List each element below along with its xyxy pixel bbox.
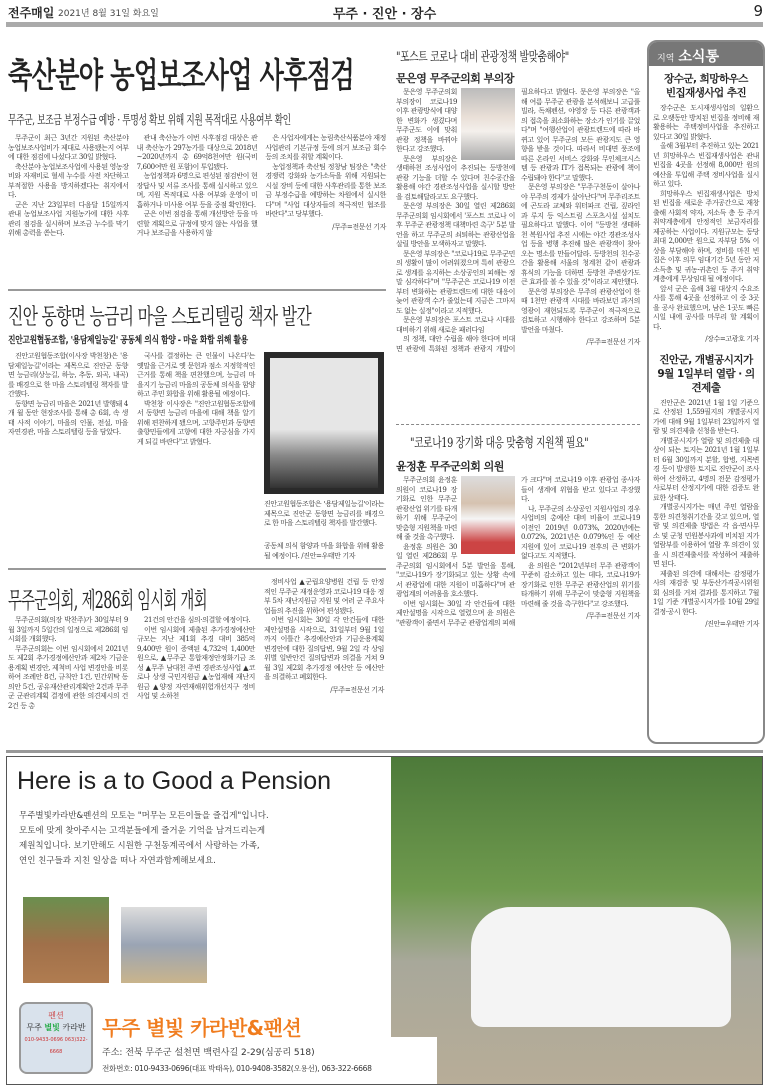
article2-headline: 진안 동향면 능금리 마을 스토리텔링 책자 발간 — [8, 305, 311, 330]
article3-headline: 무주군의회, 제286회 임시회 개회 — [8, 588, 207, 614]
label: 지역 — [657, 54, 675, 64]
paragraph: 문은영 부의장은 "무주구천동이 살아나야 무주의 경제가 살아난다"며 무주리조트에 곤도라 교체와 워터파크 건립, 짚라인과 루지 등 익스트림 스포츠시설 설치도 필요하다고 말했다. 이어 "등방천 생태하천 복원사업 추진 시에는 야간 경관조성사업 등을 병행 추진해 많은 관광객이 찾아오는 명소를 만들어달라. 등방천의 친수공간을 활용해 서울의 청계천 같이 관광과 휴식의 기능을 더하면 등방천 주변상가도 큰 효과를 볼 수 있을 것"이라고 제안했다. — [521, 183, 640, 286]
news-item-body: 진안군은 2021년 1월 1일 기준으로 산정된 1,559필지의 개별공시지가에 대해 9월 1일부터 23일까지 열람 및 의견제출 신청을 받는다. 개별공시지가 열람 및 의견제출 대상이 되는 토지는 2021년 1월 1일부터 6월 30일까지 분할, 합병, 지목변경 등이 발생한 토지로 진안군이 조사하여 산정하고, 4명의 전문 감정평가사로부터 산정지가에 대한 검증도 완료한 상태다. 개별공시지가는 매년 주민 열람을 통한 의견청취기간을 갖고 있으며, 열람 및 의견제출 방법은 각 읍·면사무소 및 군청 민원봉사과에 비치된 지가열람부를 이용하여 열람 후 의견이 있을 시 의견제출서를 작성하여 제출하면 된다. 제출된 의견에 대해서는 감정평가사의 재검증 및 부동산가격공시위원회 심의를 거쳐 결과를 통지하고 7월 1일 기준 개별공시지가를 10월 29일 결정·공시 한다. /진안=우태만 기자 — [653, 398, 759, 628]
ad-title: Here is a to Good a Pension — [17, 767, 332, 795]
book-cover-photo — [264, 352, 384, 494]
paragraph: 은 사업자에게는 농림축산식품분야 재정사업관리 기본규정 등에 의거 보조금 회수 등의 조치를 취할 계획이다. — [265, 134, 386, 161]
byline: /진안=우태만 기자 — [301, 551, 356, 560]
newspaper-logo: 전주매일 — [8, 6, 55, 20]
article2-col3 — [264, 542, 384, 561]
paragraph: 나, 무주군의 소상공인 지원사업의 경우 사업비의 총예산 대비 비율이 코로나19 이전인 2019년 0.073%, 2020년에는 0.072%, 2021년은 0.079%인 등 예산 지원에 있어 코로나19 전후의 큰 변화가 없다고도 지적했다. — [521, 504, 640, 560]
news-item-body: 장수군은 도시재생사업의 일환으로 오랫동안 방치된 빈집을 정비해 재활용하는 주택정비사업을 추진하고 있다고 30일 밝혔다. 올해 3월부터 추진하고 있는 2021년 희망하우스 빈집재생사업은 관내 빈집을 4곳을 선정해 8,000만 원의 예산을 투입해 주택 정비사업을 실시하고 있다. 희망하우스 빈집재생사업은 방치된 빈집을 새로운 주거공간으로 재창출해 사회적 약자, 저소득 층 등 주거 취약계층에게 안정적인 보금자리를 제공하는 사업이다. 지원규모는 동당 최대 2,000만 원으로 자부담 5% 이상을 부담해야 하며, 정비를 마친 빈집은 이후 의무 임대기간 5년 동안 저소득층 및 귀농·귀촌인 등 주거 취약계층에게 무상임대 될 예정이다. 앞서 군은 올해 3월 대상지 수요조사를 통해 4곳을 선정하고 이 중 3곳을 공사 완료했으며, 남은 1곳도 빠른 시일 내에 공사를 마무리 할 계획이다. /장수=고광호 기자 — [653, 104, 759, 343]
byline: /장수=고광호 기자 — [705, 335, 759, 343]
oped1-body — [396, 88, 640, 354]
oped1-lead: 문은영 무주군의회 부의장이 코로나19 이후 관광방식에 대양한 변화가 생겼다며 무주군도 이에 맞춰 관광 정책을 바꿔야 한다고 강조했다. — [396, 88, 457, 153]
paragraph: 윤정훈 의원은 30일 열린 제286회 무주군의회 임시회에서 5분 발언을 통해, "코로나19가 장기화되고 있는 상황 속에서 관광업에 대한 지원이 미흡하다"며 관광업계의 어려움을 호소했다. — [396, 542, 515, 598]
oped1-title: "포스트 코로나 대비 관광정책 발맞춤해야" — [396, 50, 569, 65]
pension-advertisement — [6, 756, 763, 1085]
oped2-title: "코로나19 장기화 대응 맞춤형 지원책 필요" — [410, 436, 589, 451]
paragraph: 축산분야 농업보조사업에 사용된 영농장비와 자재비로 혈세 누수를 사전 차단하고 부적절한 사용을 방지하겠다는 취지에서다. — [8, 162, 129, 199]
pension-name: 무주 별빛 카라반&팬션 — [102, 1016, 302, 1040]
paragraph: 무주군의회(의장 박찬주)가 30일부터 9월 3일까지 5일간의 일정으로 제286회 임시회를 개회했다. — [8, 616, 128, 643]
divider — [6, 750, 763, 753]
article3-col1 — [8, 616, 128, 711]
paragraph: 군은 지난 23일부터 다음달 15일까지 관내 농업보조사업 지원농가에 대한 사후관리 점검을 실시하며 보조금 누수를 막기 위해 총력을 쏟는다. — [8, 200, 129, 237]
byline: /진안=우태만 기자 — [705, 620, 759, 628]
local-news-box — [647, 40, 765, 744]
article3-col3 — [264, 578, 384, 695]
paragraph: 국사를 결정하는 큰 인물이 나온다'는 옛말을 근거로 옛 문헌과 점소 지정학적인 근거를 통해 책을 편찬했으며, 능금리 마을지기 능금리 마을의 공동체 의식을 함양하고 주민 화합을 위해 활용될 예정이다. — [137, 352, 255, 398]
news-item-title: 장수군, 희망하우스 빈집재생사업 추진 — [664, 73, 748, 99]
issue-date: 2021년 8월 31일 화요일 — [58, 9, 159, 19]
photo-caption: 진안고원협동조합은 '용담제일능길'이라는 제목으로 진안군 동향면 능금리를 배경으로 한 마을 스토리텔링 책자를 발간했다. — [264, 500, 384, 527]
article1-headline: 축산분야 농업보조사업 사후점검 — [8, 56, 354, 96]
divider — [396, 424, 640, 425]
author-photo — [461, 476, 515, 554]
paragraph: 이번 임시회는 30일 각 안건들에 대한 제안설명을 시작으로, 31일부터 9월 1일까지 이틀간 추경예산안과 기금운용계획 변경안에 대한 질의답변, 9월 2일 각 상임위별 일반안건 질의답변과 의결을 거쳐 9월 3일 제2회 추가경정 예산안 등 예산안을 의결하고 폐회한다. — [264, 616, 384, 681]
news-item-title: 진안군, 개별공시지가 9월 1일부터 열람 · 의견제출 — [657, 353, 755, 394]
byline: /무주=전문선 기자 — [586, 338, 640, 346]
pension-phone: 전화번호: 010-9433-0696(대표 박태옥), 010-9408-3582(오용선), 063-322-6668 — [102, 1064, 372, 1073]
paragraph: 21건의 안건을 심의·의결할 예정이다. — [144, 616, 251, 624]
header-rule — [6, 22, 763, 27]
paragraph: 이번 임시회는 30일 각 안건들에 대한 제안설명을 시작으로 열렸으며 윤 의원은 "관광객이 줄면서 무주군 관광업계의 피해가 크다"며 코로나19 이후 관광업 종사자들이 생계에 위협을 받고 있다고 주장했다. — [396, 476, 640, 627]
article1-body — [8, 134, 386, 239]
room-photo — [121, 907, 207, 983]
paragraph: 농업정책과 축산팀 정창남 팀장은 "축산 경쟁력 강화와 농가소득을 위해 지원되는 시설 장비 등에 대한 사후관리를 통한 보조금 부정수급을 예방하는 차원에서 실시한다"며 "사업 대상자들의 적극적인 협조를 바란다"고 당부했다. — [265, 162, 386, 218]
oped2-lead: 무주군의회 윤정훈 의원이 코로나19 장기화로 인한 무주군 관광산업 위기를 타개하기 위해 무주군이 맞춤형 지원책을 마련해 줄 것을 촉구했다. — [396, 476, 457, 541]
oped2-author: 윤정훈 무주군의회 의원 — [396, 460, 504, 473]
byline: /무주=전문선 기자 — [332, 222, 386, 231]
paragraph: 의 정책, 대안 수립을 해야 한다며 비대면 관광에 특화된 정책과 관광지 개발이 필요하다고 밝혔다. 문은영 부의장은 "올해 여름 무주군 관광을 분석해보니 고급풀빌라, 독채펜션, 야영장 등 다른 관광객과의 접촉을 최소화하는 장소가 인기를 끌었다"며 "여행산업이 관광트렌드에 따라 바뀌고 있어 무주군의 모든 관광지도 큰 영향을 받을 것이다. 따라서 비대면 풍조에 따른 온라인 서비스 강화와 무인체크시스템 등 관광과 IT가 접목되는 관광에 책이 수립돼야 한다"고 말했다. — [396, 88, 640, 353]
page-number: 9 — [753, 2, 763, 20]
article2-subhead: 진안고원협동조합, '용담제일능길' 공동체 의식 함양 - 마을 화합 위해 활용 — [8, 335, 248, 346]
paragraph: 문은영 부의장은 무주의 관광산업이 한 때 1천만 관광객 시대를 바라보던 과거의 영광이 재현되도록 무주군이 적극적으로 검토하고 시행해야 한다고 강조하며 5분 발언을 마쳤다. — [521, 287, 640, 334]
article2-col1 — [8, 352, 128, 438]
paragraph: 무주군의회는 이번 임시회에서 2021년도 제2회 추가경정예산안과 제2차 기금운용계획 변경안, 제척비 사업 변경안을 비롯하여 조례안 8건, 규칙안 1건, 민간위탁 동의안 5건, 공유재산관리계획안 2건과 무주군 군관리계획 결정에 관한 의견제시의 건 2건 등 총 — [8, 644, 128, 710]
paragraph: 이번 임시회에 제출된 추가경정예산안 규모는 지난 제1회 추경 대비 385억 9,400만 원이 증액된 4,732억 1,400만 원으로, ▲무주군 통합재정안정화기금 조성 ▲무주 남대천 주변 경관조성사업 ▲코로나 상생 국민지원금 ▲농업재해 재난지원금 ▲양정 자연재해위험개선지구 정비사업 및 소하천 — [137, 625, 255, 700]
caravan — [471, 907, 731, 1027]
byline: /무주=전문선 기자 — [586, 612, 640, 620]
paragraph: 문은영 부의장은 생태하천 조성사업이 추진되는 등방천에 관광 기능을 더할 수 있다며 친수공간을 활용해 야간 경관조성사업을 실시할 방안을 검토해달라고도 요구했다. — [396, 154, 515, 201]
paragraph: 박천창 이사장은 "진안고원협동조합에서 동향면 능금리 마을에 대해 책을 알기 위해 편찬하게 됐으며, 고향주민과 동향면 출향민들에게 고향에 대한 자긍심을 가지게 되길 바란다"고 밝혔다. — [137, 399, 255, 446]
local-news-header — [649, 42, 763, 66]
caravan-photo — [391, 757, 763, 1085]
paragraph: 농업정책과 6명으로 편성된 점검반이 현장답사 및 서류 조사를 통해 실시하고 있으며, 지원 목적대로 사용 여부와 운영이 미흡하거나 미사용 여부 등을 중점 확인한다. — [136, 172, 258, 209]
divider — [8, 568, 386, 570]
pension-address: 주소: 전북 무주군 설천면 백련사길 2-29(심공리 518) — [102, 1048, 315, 1058]
paragraph: 공동체 의식 함양과 마을 화합을 위해 활용될 예정이다. — [264, 542, 384, 560]
paragraph: 무주군이 최근 3년간 지원된 축산분야 농업보조사업비가 제대로 사용됐는지 여부에 대한 점검에 나섰다고 30일 밝혔다. — [8, 134, 129, 161]
section-title: 무주 · 진안 · 장수 — [332, 7, 437, 22]
paragraph: 정비사업 ▲군립요양병원 건립 등 안정적인 무주군 재정운영과 코로나19 대응 정부 5차 재난지원금 지원 및 여러 군 주요사업들의 추진을 위하여 편성됐다. — [264, 578, 384, 615]
ad-description: 무주별빛카라반&펜션의 모토는 "머무는 모든이들을 즐겁게"입니다. 모토에 맞게 찾아주시는 고객분들에게 즐거운 기억을 남겨드리는게 제원칙입니다. 보기만해도 시원한 구천동계곡에서 사랑하는 가족, 연인 친구들과 지친 일상을 떠나 자연과함께해보세요. — [19, 811, 269, 866]
oped2-body — [396, 476, 640, 628]
article3-col2 — [137, 616, 255, 702]
paragraph: 동향면 능금리 마을은 2021년 발행돼 4개 월 동안 현장조사를 통해 총 6회, 속 생태 사적 이야기, 마을의 인물, 전설, 마을 자연경관, 마을 스토리텔링 등을 담았다. — [8, 399, 128, 436]
oped1-author: 문은영 무주군의회 부의장 — [396, 72, 515, 85]
pension-sign-photo: 펜션 무주 별빛 카라반 010-9433-0696 063)322-6668 — [19, 1002, 93, 1074]
paragraph: 윤 의원은 "2012년부터 무주 관광객이 꾸준히 감소하고 있는 데다, 코로나19가 장기화로 인한 무주군 관광산업의 위기를 타개하기 위해 무주군이 맞춤형 지원책을 마련해 줄 것을 촉구한다"고 강조했다. — [521, 561, 640, 608]
paragraph: 문은영 부의장은 포스트 코로나 시대를 대비하기 위해 새로운 패러다임 — [396, 316, 515, 334]
label: 소식통 — [678, 49, 719, 65]
article1-subhead: 무주군, 보조금 부정수급 예방 · 투명성 확보 위해 지원 목적대로 사용여부 확인 — [8, 112, 291, 127]
paragraph: 관내 축산농가 이번 사후점검 대상은 관내 축산농가 297농가를 대상으로 2018년~2020년까지 총 69억8천여만 원(국비 7,600여만 원 포함)이 투입됐다. — [136, 134, 258, 171]
paragraph: 문은영 부의장은 30일 열린 제286회 무주군의회 임시회에서 '포스트 코로나 이후 무주군 관광정책 대책마련 촉구' 5분 발언을 하고 무주군의 쇠퇴하는 관광산업을 살릴 방안을 모색하자고 말했다. — [396, 202, 515, 248]
deck-photo — [23, 897, 109, 983]
divider — [8, 289, 386, 291]
paragraph: 군은 이번 점검을 통해 개선방안 등을 마련할 계획으로 규정에 맞지 않는 사업을 했거나 보조금을 사용하지 않 — [136, 210, 258, 237]
article2-col2 — [137, 352, 255, 447]
byline: /무주=전문선 기자 — [330, 685, 384, 694]
paragraph: 문은영 부의장은 "코로나19로 무주군민의 생활이 많이 어려워졌으며 특히 관광으로 생계를 유지하는 소상공인의 피해는 정말 심각하다"며 "무주군은 코로나19 이전부터 변화하는 관광트렌드에 대한 대응이 늦어 관광객 수가 줄었는데 지금은 그마저도 없는 실정"이라고 지적했다. — [396, 249, 515, 315]
author-photo — [461, 88, 515, 160]
paragraph: 진안고원협동조합(이사장 박천창)은 '용담제일능길'이라는 제목으로 진안군 동향면 능금리(상능길, 하능, 추동, 외곡, 내곡)를 배경으로 한 마을 스토리텔링 책자를 발간했다. — [8, 352, 128, 398]
